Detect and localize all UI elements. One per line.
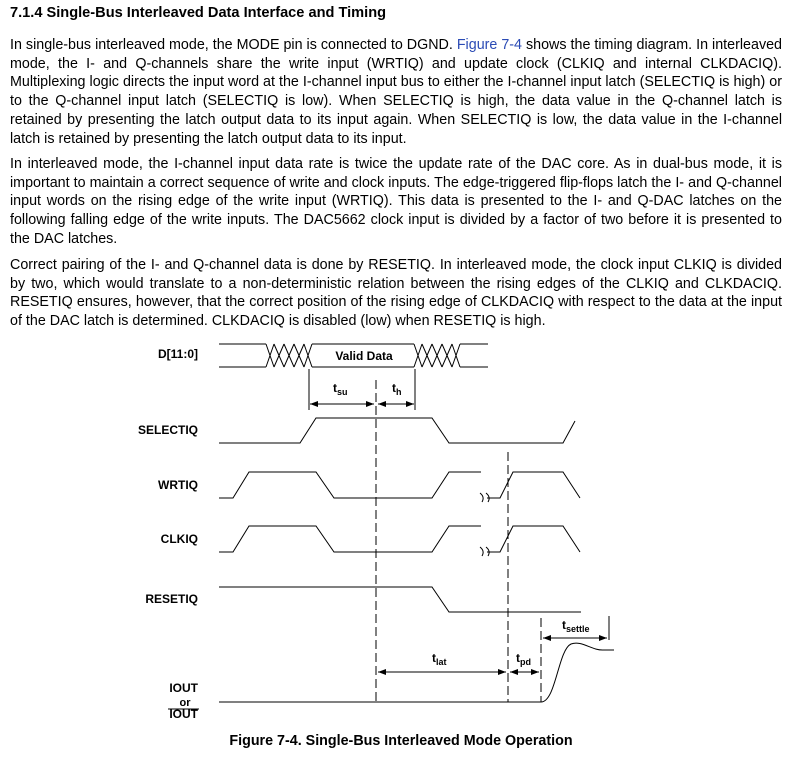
label-wrtiq: WRTIQ [158,478,198,492]
paragraph-resetiq: Correct pairing of the I- and Q-channel data is done by RESETIQ. In interleaved mode, the clock input CLKIQ is divided by two, which would translate to a non-deterministic relation between the rising edges of the CLKIQ and CLKDACIQ. RESETIQ ensures, however, that the correct position of the rising edge of CLKDACIQ with respect to the data at the input of the DAC latch is determined. CLKDACIQ is disabled (low) when RESETIQ is high. [10,257,782,330]
tpd-label: $t_{pd}$ [516,651,531,667]
tsettle-label: $t_{settle}$ [562,618,590,634]
paragraph-mode-description [10,36,782,148]
label-data-bus: D[11:0] [157,347,198,361]
label-or: or [179,697,191,709]
p1-text-after: shows the timing diagram. In interleaved mode, the I- and Q-channels share the write input (WRTIQ) and update clock (CLKIQ and internal CLKDACIQ). Multiplexing logic directs the input word at the I-channel input bus to either the I-channel input latch (SELECTIQ is high) or to the Q-channel input latch (SELECTIQ is low). When SELECTIQ is high, the data value in the Q-channel latch is retained by presenting the latch output data to its input again. When SELECTIQ is low, the data value in the I-channel latch is retained by presenting the latch output data to its input. [10,37,782,147]
figure-7-4-link[interactable]: Figure 7-4 [456,37,523,53]
tsu-label: $t_{su}$ [333,381,348,397]
valid-data-label: Valid Data [335,349,393,363]
clkiq-waveform [219,526,580,552]
section-heading: 7.1.4 Single-Bus Interleaved Data Interface and Timing [10,5,387,21]
label-resetiq: RESETIQ [145,592,198,606]
p1-text-before: In single-bus interleaved mode, the MODE pin is connected to DGND. [10,37,457,53]
wrtiq-waveform [219,472,580,498]
label-iout-bar: IOUT [169,707,198,721]
resetiq-waveform [219,587,581,612]
label-iout: IOUT [169,681,198,695]
selectiq-waveform [219,418,575,443]
th-label: $t_h$ [392,381,402,397]
tlat-label: $t_{lat}$ [432,651,447,667]
figure-caption: Figure 7-4. Single-Bus Interleaved Mode Operation [229,733,573,749]
paragraph-data-rate: In interleaved mode, the I-channel input data rate is twice the update rate of the DAC core. As in dual-bus mode, it is important to maintain a correct sequence of write and clock inputs. The edge-triggered flip-flops latch the I- and Q-channel input words on the rising edge of the write input (WRTIQ). This data is presented to the I- and Q-DAC latches on the following falling edge of the write inputs. The DAC5662 clock input is divided by a factor of two before it is presented to the DAC latches. [10,156,782,247]
label-selectiq: SELECTIQ [137,423,198,437]
label-clkiq: CLKIQ [160,532,198,546]
timing-diagram [0,335,802,730]
iout-waveform [219,643,614,702]
